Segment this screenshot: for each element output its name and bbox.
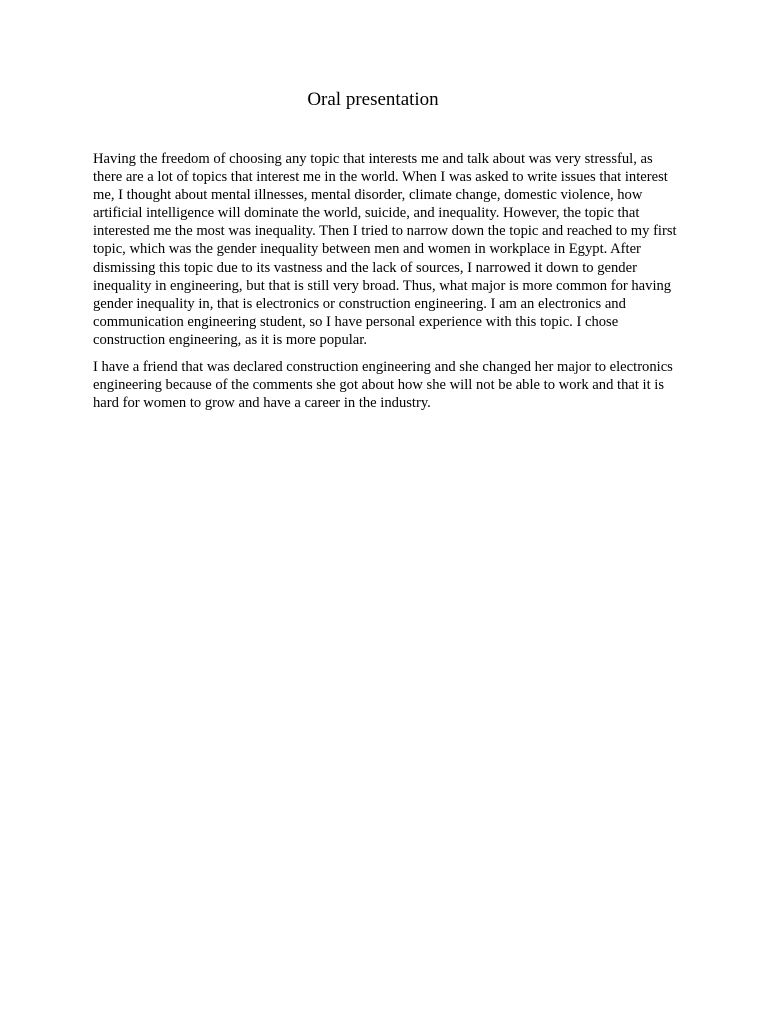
paragraph-1: Having the freedom of choosing any topic that interests me and talk about was very stressful, as there are a lot of topics that interest me in the world. When I was asked to write issues that interest me, I thought about mental illnesses, mental disorder, climate change, domestic violence, how artificial intelligence will dominate the world, suicide, and inequality. However, the topic that interested me the most was inequality. Then I tried to narrow down the topic and reached to my first topic, which was the gender inequality between men and women in workplace in Egypt. After dismissing this topic due to its vastness and the lack of sources, I narrowed it down to gender inequality in engineering, but that is still very broad. Thus, what major is more common for having gender inequality in, that is electronics or construction engineering. I am an electronics and communication engineering student, so I have personal experience with this topic. I chose construction engineering, as it is more popular. xyxy=(93,151,677,348)
document-body xyxy=(93,150,678,421)
document-title: Oral presentation xyxy=(307,89,439,110)
paragraph-2: I have a friend that was declared construction engineering and she changed her major to electronics engineering because of the comments she got about how she will not be able to work and that it is hard for women to grow and have a career in the industry. xyxy=(93,359,673,412)
